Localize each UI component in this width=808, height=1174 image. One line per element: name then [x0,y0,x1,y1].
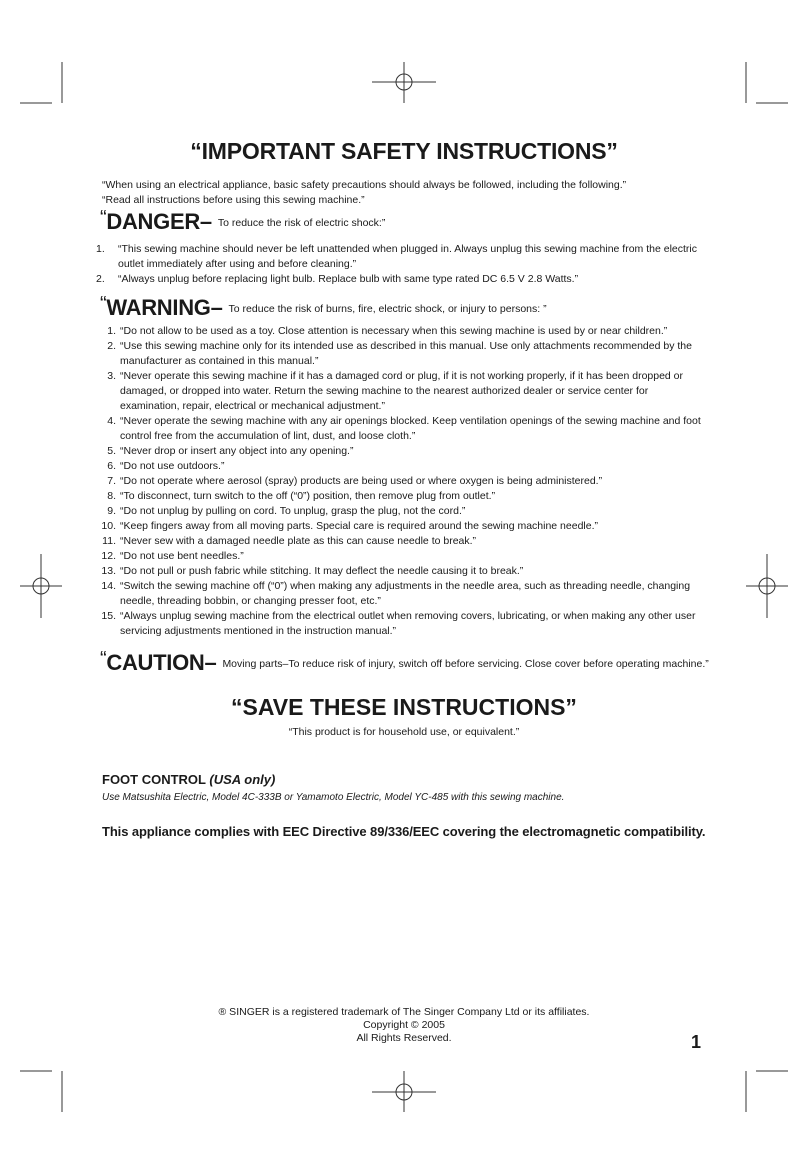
item-text: “Do not allow to be used as a toy. Close attention is necessary when this sewing machine is used by or near children.” [120,325,668,337]
danger-list [0,242,698,287]
list-item [0,534,706,549]
list-item [0,609,706,639]
foot-control-note: (USA only) [209,772,276,787]
foot-control-description: Use Matsushita Electric, Model 4C-333B or Yamamoto Electric, Model YC-485 with this sewing machine. [102,792,565,803]
list-item [0,519,706,534]
foot-control-title: FOOT CONTROL [102,772,206,787]
danger-label: DANGER– [106,209,212,234]
list-item [0,444,706,459]
list-item [0,549,706,564]
item-number: 5. [107,445,116,457]
list-item [0,414,706,444]
list-item [0,564,706,579]
item-text: “Always unplug before replacing light bulb. Replace bulb with same type rated DC 6.5 V 2.8 Watts.” [118,273,579,285]
list-item [0,324,706,339]
intro-line: “When using an electrical appliance, basic safety precautions should always be followed, including the following.” [102,179,627,191]
item-text: “Never operate this sewing machine if it has a damaged cord or plug, if it is not working properly, if it has been dropped or damaged, or dropped into water. Return the sewing machine to the nearest authorized dealer or service center for examination, repair, electrical or mechanical adjustment.” [120,370,684,412]
item-number: 9. [107,505,116,517]
warning-subtitle: To reduce the risk of burns, fire, electric shock, or injury to persons: ” [228,303,547,315]
list-item [0,579,706,609]
eec-notice: This appliance complies with EEC Directive 89/336/EEC covering the electromagnetic compatibility. [102,824,706,839]
caution-label: CAUTION– [106,650,217,675]
item-text: “To disconnect, turn switch to the off (“0”) position, then remove plug from outlet.” [120,490,496,502]
list-item [0,504,706,519]
intro-line: “Read all instructions before using this sewing machine.” [102,194,365,206]
item-text: “Do not operate where aerosol (spray) products are being used or where oxygen is being administered.” [120,475,603,487]
intro-text [102,178,626,208]
caution-open-quote: “ [100,648,107,670]
item-text: “Keep fingers away from all moving parts. Special care is required around the sewing machine needle.” [120,520,598,532]
list-item [0,369,706,414]
item-text: “Do not use bent needles.” [120,550,244,562]
item-number: 3. [107,370,116,382]
item-text: “Do not unplug by pulling on cord. To unplug, grasp the plug, not the cord.” [120,505,466,517]
item-number: 13. [101,565,116,577]
foot-control-heading [102,772,275,787]
danger-subtitle: To reduce the risk of electric shock:” [217,217,386,229]
item-text: “Use this sewing machine only for its intended use as described in this manual. Use only attachments recommended by the manufacturer as contained in this manual.” [120,340,692,367]
list-item [0,459,706,474]
warning-list [0,324,706,639]
list-item [0,474,706,489]
item-text: “Always unplug sewing machine from the electrical outlet when removing covers, lubricating, or when making any other user servicing adjustments mentioned in the instruction manual.” [120,610,696,637]
item-number: 7. [107,475,116,487]
list-item [0,489,706,504]
warning-open-quote: “ [100,293,107,315]
danger-heading [100,207,385,235]
item-text: “This sewing machine should never be left unattended when plugged in. Always unplug this sewing machine from the electric outlet immediately after using and before cleaning.” [118,243,697,270]
item-text: “Switch the sewing machine off (“0”) when making any adjustments in the needle area, such as threading needle, changing needle, threading bobbin, or changing presser foot, etc.” [120,580,691,607]
item-number: 14. [101,580,116,592]
caution-subtitle: Moving parts–To reduce risk of injury, switch off before servicing. Close cover before operating machine.” [222,658,709,670]
list-item [0,242,698,272]
item-number: 2. [107,340,116,352]
item-text: “Never drop or insert any object into any opening.” [120,445,354,457]
item-number: 12. [101,550,116,562]
item-text: “Do not pull or push fabric while stitching. It may deflect the needle causing it to break.” [120,565,524,577]
danger-open-quote: “ [100,207,107,229]
list-item [0,272,698,287]
list-item [0,339,706,369]
rights-text: All Rights Reserved. [356,1032,452,1044]
page-title: “IMPORTANT SAFETY INSTRUCTIONS” [190,138,618,164]
household-use-note: “This product is for household use, or equivalent.” [288,726,520,738]
item-number: 11. [102,535,116,547]
item-number: 1. [107,325,116,337]
footer [0,1006,808,1045]
warning-heading [100,293,547,321]
item-number: 8. [107,490,116,502]
copyright-text: Copyright © 2005 [363,1019,445,1031]
item-number: 2. [96,273,105,285]
item-number: 6. [107,460,116,472]
item-text: “Do not use outdoors.” [120,460,225,472]
warning-label: WARNING– [106,295,223,320]
item-number: 15. [101,610,116,622]
trademark-text: ® SINGER is a registered trademark of The Singer Company Ltd or its affiliates. [218,1006,590,1018]
page-number: 1 [691,1032,702,1052]
item-number: 4. [107,415,116,427]
item-text: “Never sew with a damaged needle plate as this can cause needle to break.” [120,535,477,547]
save-instructions-title: “SAVE THESE INSTRUCTIONS” [231,694,577,720]
item-number: 1. [96,243,105,255]
caution-heading [100,648,709,676]
item-number: 10. [101,520,116,532]
item-text: “Never operate the sewing machine with any air openings blocked. Keep ventilation openings of the sewing machine and foot control free from the accumulation of lint, dust, and loose cloth.” [120,415,701,442]
